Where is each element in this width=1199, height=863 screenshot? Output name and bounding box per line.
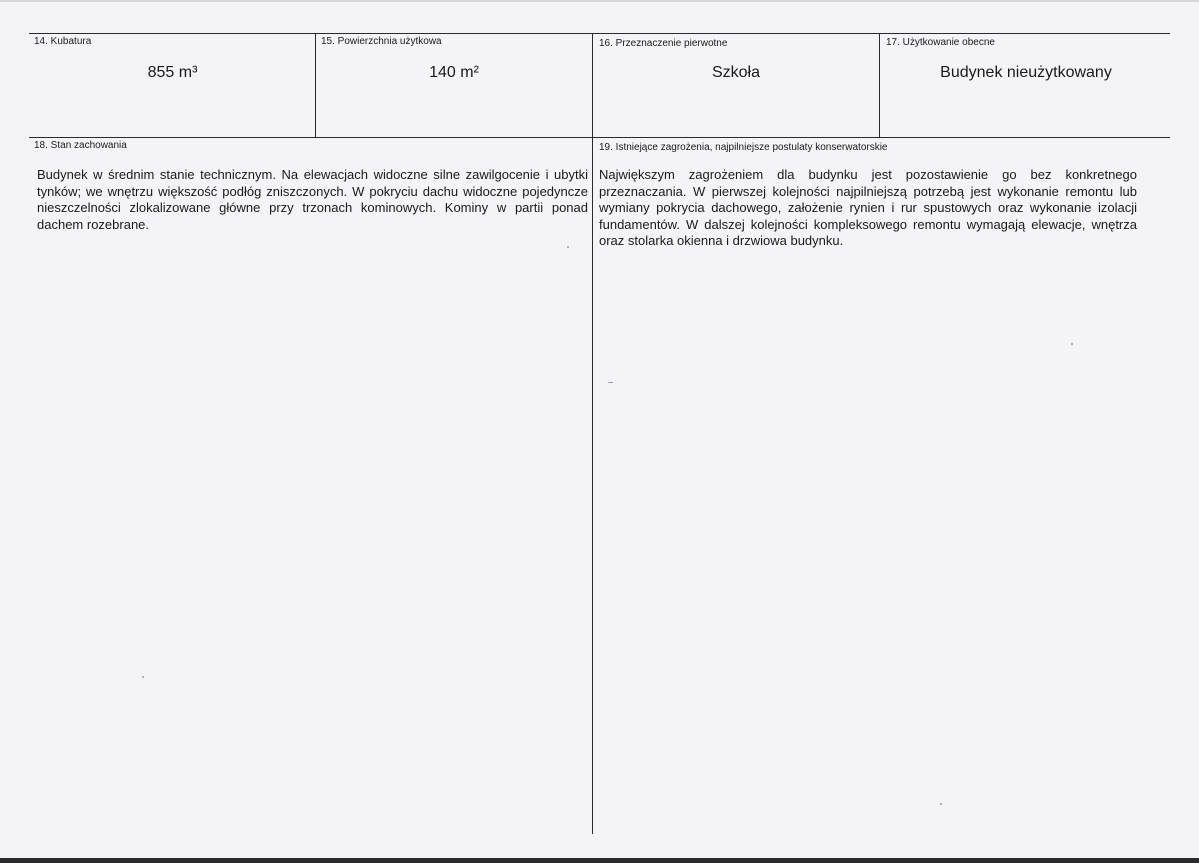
divider-14-15 <box>315 33 316 137</box>
page-bottom-edge <box>0 858 1199 863</box>
field-uzytkowanie-label: 17. Użytkowanie obecne <box>886 37 995 48</box>
field-uzytkowanie-value: Budynek nieużytkowany <box>940 64 1112 81</box>
scan-speck <box>940 803 942 805</box>
field-kubatura-label: 14. Kubatura <box>34 36 92 47</box>
scan-speck <box>1071 343 1073 345</box>
page-top-edge <box>0 0 1199 2</box>
field-zagrozenia-label: 19. Istniejące zagrożenia, najpilniejsze postulaty konserwatorskie <box>599 142 888 153</box>
field-kubatura-value: 855 m³ <box>147 64 198 81</box>
field-stan-text: Budynek w średnim stanie technicznym. Na elewacjach widoczne silne zawilgocenie i ubytki tynków; we wnętrzu większość podłóg zniszczonych. W pokryciu dachu widoczne pojedyncze nieszczelności zlokalizowane główne przy trzonach kominowych. Kominy w partii ponad dachem rozebrane. <box>37 167 588 232</box>
scan-speck <box>142 676 144 678</box>
form-top-border <box>29 33 1170 34</box>
field-przeznaczenie-value: Szkoła <box>711 64 761 81</box>
field-powierzchnia-label: 15. Powierzchnia użytkowa <box>321 36 442 47</box>
field-powierzchnia-value: 140 m² <box>429 64 479 81</box>
field-stan-label: 18. Stan zachowania <box>34 140 127 151</box>
field-przeznaczenie-label: 16. Przeznaczenie pierwotne <box>599 38 728 49</box>
scan-speck <box>608 382 613 383</box>
form-middle-border <box>29 137 1170 138</box>
scan-speck <box>567 246 569 248</box>
divider-16-17 <box>879 33 880 137</box>
divider-main-column <box>592 33 593 834</box>
field-zagrozenia-text: Największym zagrożeniem dla budynku jest pozostawienie go bez konkretnego przeznaczania. W pierwszej kolejności najpilniejszą potrzebą jest wykonanie remontu lub wymiany pokrycia dachowego, założenie rynien i rur spustowych oraz wykonanie izolacji fundamentów. W dalszej kolejności kompleksowego remontu wymagają elewacje, wnętrza oraz stolarka okienna i drzwiowa budynku. <box>599 167 1137 248</box>
